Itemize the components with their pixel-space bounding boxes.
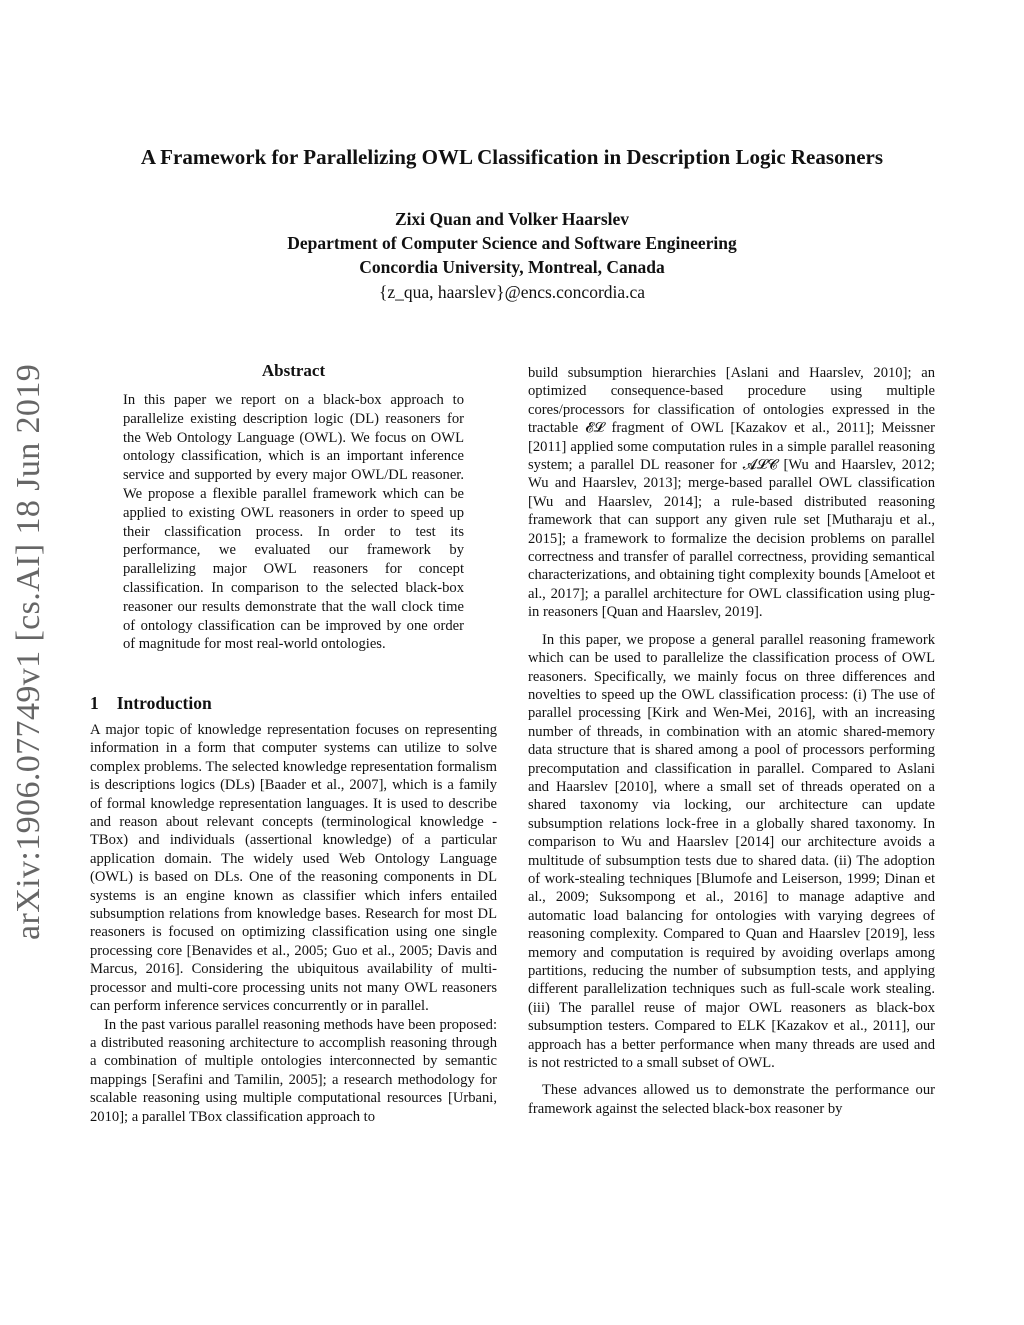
abstract-heading: Abstract (261, 361, 326, 380)
author-department: Department of Computer Science and Software Engineering (287, 233, 737, 253)
abstract-text: In this paper we report on a black-box approach to parallelize existing description logic (DL) reasoners for the Web Ontology Language (OWL). We focus on OWL ontology classification, which is an important inference service and supported by every major OWL/DL reasoner. We propose a flexible parallel framework which can be applied to existing OWL reasoners in order to speed up their classification process. In order to test its performance, we evaluated our framework by parallelizing major OWL reasoners for concept classification. In comparison to the selected black-box reasoner our results demonstrate that the wall clock time of ontology classification can be improved by one order of magnitude for most real-world ontologies. (123, 392, 464, 653)
author-block (0, 207, 1024, 279)
intro-paragraph-2: In the past various parallel reasoning methods have been proposed: a distributed reasoning architecture to accomplish reasoning through a combination of multiple ontologies interconnected by semantic mappings [Serafini and Tamilin, 2005]; a research methodology for scalable reasoning using multiple computational resources [Urbani, 2010]; a parallel TBox classification approach to (90, 1016, 497, 1125)
arxiv-stamp: arXiv:1906.07749v1 [cs.AI] 18 Jun 2019 (10, 363, 47, 940)
left-column (90, 721, 497, 1126)
intro-paragraph-2-continued: build subsumption hierarchies [Aslani and Haarslev, 2010]; an optimized consequence-based procedure using multiple cores/processors for classification of ontologies expressed in the tractable 𝓔𝓛 fragment of OWL [Kazakov et al., 2011]; Meissner [2011] applied some computation rules in a simple parallel reasoning system; a parallel DL reasoner for 𝓐𝓛𝓒 [Wu and Haarslev, 2012; Wu and Haarslev, 2013]; merge-based parallel OWL classification [Wu and Haarslev, 2014]; a rule-based distributed reasoning framework that can support any given rule set [Mutharaju et al., 2015]; a framework to formalize the decision problems on parallel correctness and transfer of parallel correctness, providing semantical characterizations, and obtaining tight complexity bounds [Ameloot et al., 2017]; a parallel architecture for OWL classification using plug-in reasoners [Quan and Haarslev, 2019]. (528, 365, 935, 621)
intro-paragraph-3: In this paper, we propose a general parallel reasoning framework which can be used to parallelize the classification process of OWL reasoners. Specifically, we mainly focus on three differences and novelties to speed up the OWL classification process: (i) The use of parallel processing [Kirk and Wen-Mei, 2016], with an increasing number of threads, in combination with an atomic shared-memory data structure that is shared among a pool of processors performing precomputation and classification in parallel. Compared to Aslani and Haarslev [2010], where a small set of threads operated on a shared taxonomy via locking, our architecture can update subsumption relations lock-free in a globally shared taxonomy. In comparison to Wu and Haarslev [2014] our architecture avoids a multitude of subsumption tests due to shared data. (ii) The adoption of work-stealing techniques [Blumofe and Leiserson, 1999; Dinan et al., 2009; Suksompong et al., 2016] to manage adaptive and automatic load balancing for ontologies with varying degrees of reasoning complexity. Compared to Quan and Haarslev [2019], less memory and computation is required by avoiding overlaps among partitions, reducing the number of subsumption tests, and applying different parallelization techniques such as full-scale work stealing. (iii) The parallel reuse of major OWL reasoners as black-box subsumption testers. Compared to ELK [Kazakov et al., 2011], our approach has a better performance when many threads are used and is not restricted to a small subset of OWL. (528, 631, 935, 1072)
author-university: Concordia University, Montreal, Canada (359, 257, 665, 277)
author-email: {z_qua, haarslev}@encs.concordia.ca (378, 282, 646, 302)
intro-paragraph-4: These advances allowed us to demonstrate the performance our framework against the selected black-box reasoner by (528, 1082, 935, 1117)
author-names: Zixi Quan and Volker Haarslev (394, 209, 630, 229)
section-number: 1 (90, 693, 99, 713)
section-heading-introduction (90, 693, 212, 714)
section-title: Introduction (116, 693, 212, 713)
right-column (528, 364, 935, 1118)
paper-title: A Framework for Parallelizing OWL Classification in Description Logic Reasoners (140, 145, 884, 169)
intro-paragraph-1: A major topic of knowledge representation focuses on representing information in a form that computer systems can utilize to solve complex problems. The selected knowledge representation formalism is descriptions logics (DLs) [Baader et al., 2007], which is a family of formal knowledge representation languages. It is used to describe and reason about relevant concepts (terminological knowledge - TBox) and individuals (assertional knowledge) of a particular application domain. The widely used Web Ontology Language (OWL) is based on DLs. One of the reasoning components in DL systems is an engine known as classifier which infers entailed subsumption relations from knowledge bases. Research for most DL reasoners is focused on optimizing classification using one single processing core [Benavides et al., 2005; Guo et al., 2005; Davis and Marcus, 2016]. Considering the ubiquitous availability of multi-processor and multi-core processing units not many OWL reasoners can perform inference services concurrently or in parallel. (90, 722, 497, 1015)
